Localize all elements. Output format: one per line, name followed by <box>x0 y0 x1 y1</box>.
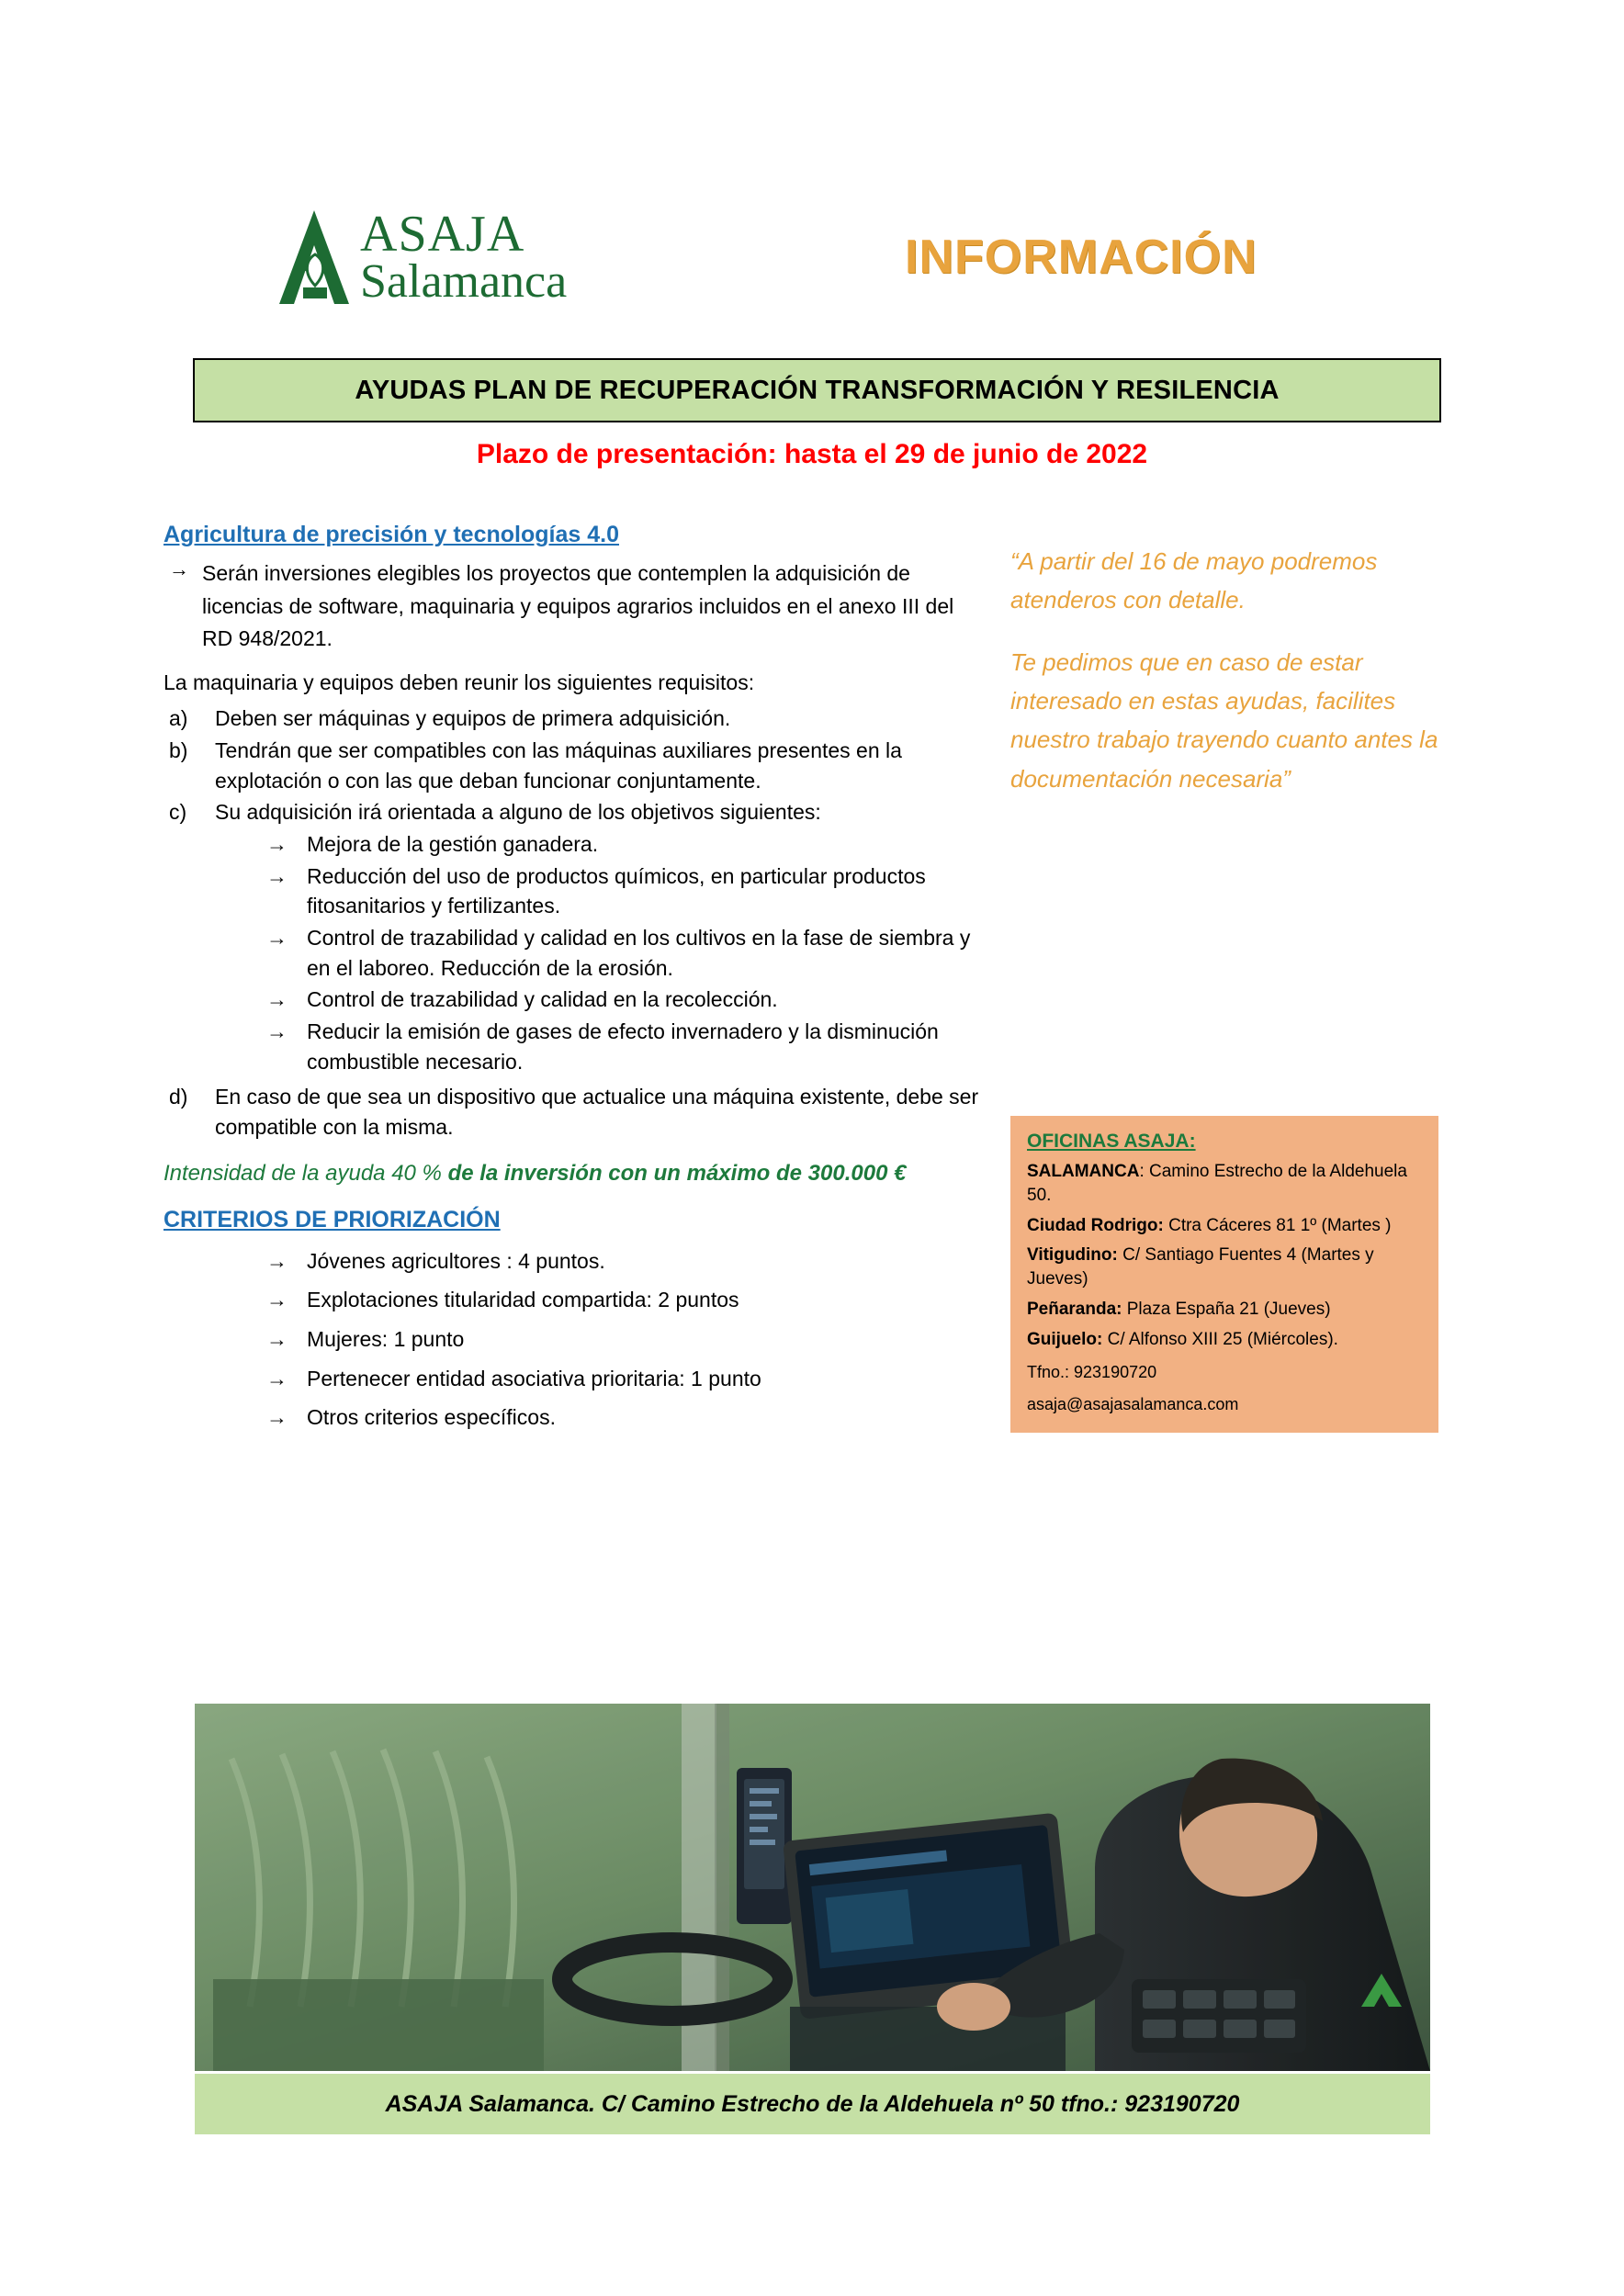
footer-text: ASAJA Salamanca. C/ Camino Estrecho de la Aldehuela nº 50 tfno.: 923190720 <box>385 2090 1240 2117</box>
list-item <box>164 1017 981 1076</box>
criteria-text: Jóvenes agricultores : 4 puntos. <box>307 1248 605 1273</box>
objective-text: Reducción del uso de productos químicos, en particular productos fitosanitarios y fertilizantes. <box>307 863 926 918</box>
section-title: Agricultura de precisión y tecnologías 4.0 <box>164 522 619 547</box>
offices-box <box>1010 1116 1438 1433</box>
office-detail: Ctra Cáceres 81 1º (Martes ) <box>1163 1215 1392 1235</box>
arrow-icon: → <box>266 926 288 951</box>
office-item <box>1027 1244 1422 1291</box>
office-detail: Plaza España 21 (Jueves) <box>1122 1300 1331 1320</box>
item-text: Su adquisición irá orientada a alguno de los objetivos siguientes: <box>215 800 821 825</box>
footer-bar <box>195 2074 1430 2134</box>
office-name: Peñaranda: <box>1027 1300 1122 1320</box>
arrow-icon: → <box>169 557 189 580</box>
list-item <box>164 923 981 983</box>
title-bar-text: AYUDAS PLAN DE RECUPERACIÓN TRANSFORMACIÓN Y RESILENCIA <box>355 375 1280 405</box>
requirements-list-cont <box>164 1082 981 1142</box>
office-sep: : <box>1139 1162 1145 1181</box>
requirements-intro: La maquinaria y equipos deben reunir los siguientes requisitos: <box>164 670 755 694</box>
office-item <box>1027 1160 1422 1208</box>
asaja-leaf-logo-icon <box>276 207 355 308</box>
arrow-icon: → <box>266 1288 288 1312</box>
deadline-text: Plazo de presentación: hasta el 29 de junio de 2022 <box>476 439 1148 469</box>
arrow-icon: → <box>266 1405 288 1430</box>
office-detail: C/ Alfonso XIII 25 (Miércoles). <box>1102 1329 1338 1349</box>
photo-tractor-cabin <box>195 1704 1430 2071</box>
office-item <box>1027 1298 1422 1322</box>
offices-title: OFICINAS ASAJA: <box>1027 1131 1196 1152</box>
arrow-icon: → <box>266 1366 288 1390</box>
arrow-icon: → <box>266 863 288 888</box>
arrow-icon: → <box>266 1326 288 1351</box>
criteria-text: Pertenecer entidad asociativa prioritaria: 1 punto <box>307 1366 761 1390</box>
list-item <box>164 1246 981 1277</box>
office-name: Vitigudino: <box>1027 1245 1118 1266</box>
aid-intensity <box>164 1157 981 1190</box>
arrow-icon: → <box>266 1248 288 1273</box>
office-item <box>1027 1328 1422 1352</box>
office-name: SALAMANCA <box>1027 1162 1140 1181</box>
criteria-text: Otros criterios específicos. <box>307 1405 556 1430</box>
requirements-list <box>164 703 981 827</box>
office-email[interactable]: asaja@asajasalamanca.com <box>1027 1394 1239 1413</box>
arrow-icon: → <box>266 1019 288 1043</box>
objective-text: Control de trazabilidad y calidad en los cultivos en la fase de siembra y en el laboreo. Reducción de la erosión. <box>307 926 971 980</box>
list-item <box>164 1324 981 1355</box>
office-detail: C/ Santiago Fuentes 4 (Martes y Jueves) <box>1027 1245 1374 1289</box>
list-item <box>164 1364 981 1394</box>
logo-line-1: ASAJA <box>360 205 525 263</box>
criteria-text: Explotaciones titularidad compartida: 2 puntos <box>307 1288 739 1312</box>
intro-bullet <box>164 557 981 656</box>
highlight-quote <box>1010 542 1442 822</box>
info-title: INFORMACIÓN <box>905 231 1257 284</box>
aid-intensity-prefix: Intensidad de la ayuda 40 % <box>164 1160 448 1186</box>
photo-illustration <box>195 1704 1430 2071</box>
office-detail: Camino Estrecho de la Aldehuela 50. <box>1027 1162 1407 1205</box>
office-name: Ciudad Rodrigo: <box>1027 1215 1164 1235</box>
criteria-text: Mujeres: 1 punto <box>307 1326 465 1351</box>
office-phone: Tfno.: 923190720 <box>1027 1362 1157 1381</box>
office-item <box>1027 1214 1422 1238</box>
item-label: d) <box>169 1085 188 1109</box>
item-label: c) <box>169 800 187 825</box>
title-bar <box>193 358 1441 422</box>
quote-paragraph-2: Te pedimos que en caso de estar interesado en estas ayudas, facilites nuestro trabajo trayendo cuanto antes la documentación necesaria” <box>1010 648 1438 793</box>
list-item <box>164 829 981 860</box>
main-content-column <box>164 522 981 1442</box>
list-item <box>164 985 981 1015</box>
asaja-logo <box>276 202 680 312</box>
list-item <box>164 1402 981 1433</box>
logo-line-2: Salamanca <box>360 254 568 308</box>
list-item <box>164 1285 981 1315</box>
list-item <box>164 1082 981 1142</box>
item-text: Tendrán que ser compatibles con las máquinas auxiliares presentes en la explotación o con las que deban funcionar conjuntamente. <box>215 738 902 793</box>
objectives-list <box>164 829 981 1076</box>
item-text: Deben ser máquinas y equipos de primera adquisición. <box>215 706 731 731</box>
list-item <box>164 797 981 827</box>
document-header <box>276 197 1405 317</box>
criteria-title: CRITERIOS DE PRIORIZACIÓN <box>164 1206 501 1232</box>
objective-text: Mejora de la gestión ganadera. <box>307 832 599 857</box>
list-item <box>164 703 981 734</box>
list-item <box>164 736 981 795</box>
arrow-icon: → <box>266 987 288 1012</box>
aid-intensity-bold: de la inversión con un máximo de 300.000 € <box>447 1160 907 1186</box>
list-item <box>164 861 981 921</box>
office-name: Guijuelo: <box>1027 1329 1103 1349</box>
objective-text: Reducir la emisión de gases de efecto invernadero y la disminución combustible necesario. <box>307 1019 939 1074</box>
arrow-icon: → <box>266 832 288 857</box>
objective-text: Control de trazabilidad y calidad en la recolección. <box>307 987 778 1012</box>
item-text: En caso de que sea un dispositivo que actualice una máquina existente, debe ser compatible con la misma. <box>215 1085 979 1139</box>
asaja-logo-text <box>360 205 568 308</box>
criteria-list <box>164 1246 981 1433</box>
intro-bullet-text: Serán inversiones elegibles los proyectos que contemplen la adquisición de licencias de software, maquinaria y equipos agrarios incluidos en el anexo III del RD 948/2021. <box>202 561 954 651</box>
item-label: a) <box>169 706 188 731</box>
quote-paragraph-1: “A partir del 16 de mayo podremos atenderos con detalle. <box>1010 547 1378 614</box>
item-label: b) <box>169 738 188 763</box>
